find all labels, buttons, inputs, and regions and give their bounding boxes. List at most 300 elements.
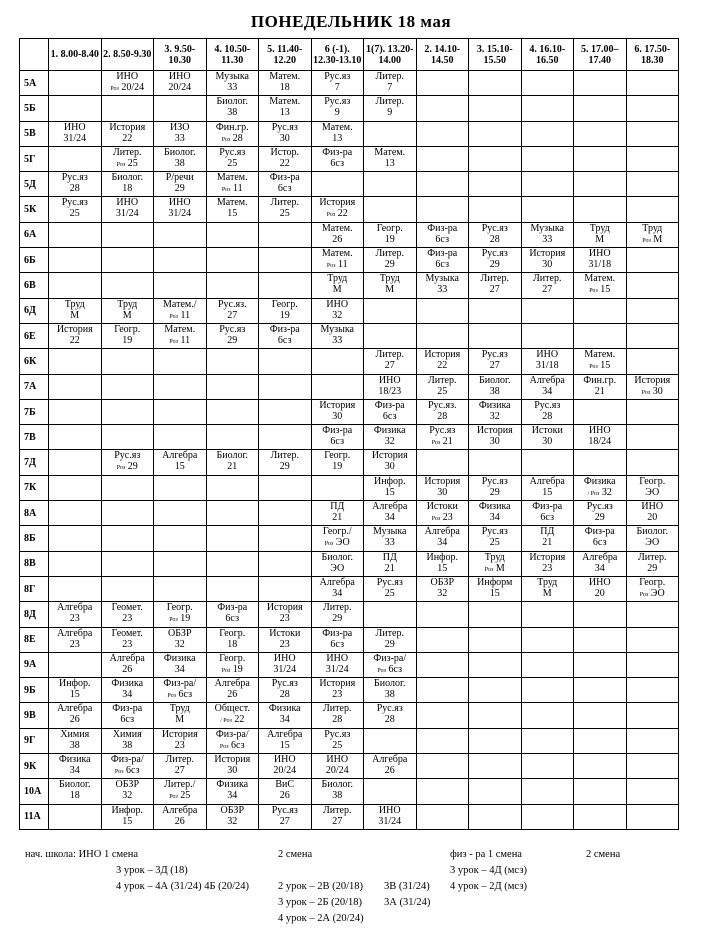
- lesson-cell: [154, 627, 207, 652]
- room: [364, 259, 416, 270]
- empty-cell: [521, 121, 574, 146]
- empty-cell: [259, 399, 312, 424]
- subject: Физ-ра: [217, 602, 248, 614]
- substitution-mark: Роз: [167, 693, 176, 700]
- lesson-cell: [521, 273, 574, 298]
- period-header: 4. 10.50-11.30: [206, 39, 259, 71]
- room: [259, 740, 311, 751]
- subject: Физ-ра: [427, 248, 458, 260]
- subject: Рус.яз: [324, 96, 351, 108]
- room-number: 19: [180, 613, 191, 625]
- substitution-mark: Роз: [169, 313, 178, 320]
- class-label: 10А: [20, 779, 49, 804]
- lesson-cell: [206, 323, 259, 348]
- lesson-cell: [311, 96, 364, 121]
- room-number: 19: [384, 233, 395, 245]
- lesson-cell: [364, 475, 417, 500]
- lesson-cell: [49, 323, 102, 348]
- empty-cell: [574, 602, 627, 627]
- lesson-cell: [206, 754, 259, 779]
- class-row: [20, 551, 679, 576]
- room: [102, 816, 154, 827]
- lesson-cell: [259, 804, 312, 829]
- room: [207, 639, 259, 650]
- lesson-cell: [101, 703, 154, 728]
- lesson-cell: [49, 779, 102, 804]
- empty-cell: [626, 602, 679, 627]
- subject: ОБЗР: [430, 576, 455, 588]
- lesson-cell: [626, 526, 679, 551]
- lesson-cell: [259, 652, 312, 677]
- class-label: 6К: [20, 349, 49, 374]
- subject: Истоки: [426, 501, 458, 513]
- lesson-cell: [259, 146, 312, 171]
- empty-cell: [154, 576, 207, 601]
- room: [364, 411, 416, 422]
- room-number: ЭО: [650, 587, 665, 599]
- subject: Алгебра: [424, 526, 460, 538]
- empty-cell: [416, 146, 469, 171]
- room: [259, 133, 311, 144]
- room-number: 32: [384, 436, 395, 448]
- room-number: 13: [332, 132, 343, 144]
- lesson-cell: [259, 71, 312, 96]
- room: [574, 588, 626, 599]
- substitution-mark: Роз: [221, 136, 231, 143]
- room-number: 28: [279, 689, 290, 701]
- lesson-cell: [101, 804, 154, 829]
- subject: Литер.: [165, 754, 194, 766]
- room-number: 26: [332, 233, 343, 245]
- subject: Геогр.: [114, 323, 141, 335]
- empty-cell: [626, 146, 679, 171]
- room-number: 29: [332, 613, 343, 625]
- subject: Труд: [169, 703, 190, 715]
- room-number: 34: [227, 790, 238, 802]
- empty-cell: [574, 172, 627, 197]
- empty-cell: [154, 222, 207, 247]
- subject: Рус.яз: [586, 501, 613, 513]
- empty-cell: [626, 248, 679, 273]
- room: [627, 512, 679, 523]
- subject: Биолог.: [636, 526, 668, 538]
- subject: Физика: [478, 501, 511, 513]
- empty-cell: [626, 678, 679, 703]
- footer-notes: [0, 845, 702, 930]
- room: [417, 259, 469, 270]
- room: [154, 82, 206, 93]
- room-number: 6сз: [330, 436, 345, 448]
- room: [207, 664, 259, 677]
- room-number: 38: [384, 689, 395, 701]
- lesson-cell: [101, 71, 154, 96]
- room-number: 21: [594, 385, 605, 397]
- empty-cell: [154, 475, 207, 500]
- subject: ОБЗР: [167, 627, 192, 639]
- class-row: [20, 222, 679, 247]
- empty-cell: [574, 71, 627, 96]
- class-label: 8Б: [20, 526, 49, 551]
- lesson-cell: [206, 602, 259, 627]
- room: [102, 183, 154, 194]
- subject: Рус.яз.: [427, 399, 457, 411]
- lesson-cell: [154, 172, 207, 197]
- class-label: 11А: [20, 804, 49, 829]
- room-number: 27: [489, 360, 500, 372]
- note-pe-second-shift: 2 смена: [586, 849, 621, 860]
- class-row: [20, 475, 679, 500]
- empty-cell: [49, 399, 102, 424]
- room-number: 33: [227, 82, 238, 93]
- room-number: 30: [542, 259, 553, 271]
- subject: Алгебра: [162, 450, 198, 462]
- empty-cell: [574, 450, 627, 475]
- substitution-mark: Роз: [221, 187, 231, 194]
- class-label: 6Д: [20, 298, 49, 323]
- room-number: М: [385, 284, 395, 296]
- room: [469, 563, 521, 576]
- room-number: 18/24: [588, 436, 612, 448]
- lesson-cell: [364, 551, 417, 576]
- room: [102, 335, 154, 346]
- room: [259, 208, 311, 219]
- empty-cell: [259, 551, 312, 576]
- period-header: 1. 8.00-8.40: [49, 39, 102, 71]
- room-number: 23: [279, 613, 290, 625]
- class-label: 9Г: [20, 728, 49, 753]
- room-number: 38: [489, 385, 500, 397]
- subject: Биолог.: [321, 551, 353, 563]
- lesson-cell: [49, 627, 102, 652]
- room-number: 27: [279, 815, 290, 827]
- empty-cell: [311, 349, 364, 374]
- lesson-cell: [206, 121, 259, 146]
- class-row: [20, 399, 679, 424]
- lesson-cell: [311, 425, 364, 450]
- empty-cell: [49, 374, 102, 399]
- class-row: [20, 703, 679, 728]
- room-number: 20/24: [325, 765, 349, 777]
- room-number: 23: [542, 562, 553, 574]
- room-number: 18/23: [378, 385, 402, 397]
- room: [49, 765, 101, 776]
- room-number: 18: [122, 183, 133, 195]
- room-number: 21: [384, 562, 395, 574]
- note-pe-first-shift: физ - ра 1 смена: [450, 849, 522, 860]
- class-label: 6В: [20, 273, 49, 298]
- room: [417, 411, 469, 422]
- room-number: 29: [127, 461, 138, 473]
- empty-cell: [206, 501, 259, 526]
- class-label: 9В: [20, 703, 49, 728]
- lesson-cell: [311, 248, 364, 273]
- substitution-mark: Роз: [642, 237, 651, 244]
- empty-cell: [101, 96, 154, 121]
- empty-cell: [574, 754, 627, 779]
- room: [417, 537, 469, 548]
- room-number: 6сз: [382, 410, 397, 422]
- subject: ПД: [330, 501, 345, 513]
- lesson-cell: [206, 298, 259, 323]
- subject: Физ-ра: [112, 703, 143, 715]
- empty-cell: [49, 273, 102, 298]
- room-number: 6сз: [277, 183, 292, 195]
- class-row: [20, 576, 679, 601]
- lesson-cell: [416, 248, 469, 273]
- room-number: 22: [279, 157, 290, 169]
- lesson-cell: [311, 121, 364, 146]
- lesson-cell: [521, 222, 574, 247]
- class-label: 9Б: [20, 678, 49, 703]
- lesson-cell: [311, 652, 364, 677]
- room-number: 9: [387, 107, 393, 119]
- lesson-cell: [311, 323, 364, 348]
- lesson-cell: [101, 146, 154, 171]
- note-line: 3 урок – 3Д (18): [116, 865, 188, 876]
- room-number: 21: [332, 512, 343, 524]
- empty-cell: [626, 804, 679, 829]
- subject: ИНО: [273, 754, 296, 766]
- room-number: 18: [279, 82, 290, 93]
- room-number: 27: [174, 765, 185, 777]
- lesson-cell: [626, 475, 679, 500]
- empty-cell: [469, 678, 522, 703]
- schedule-table: [19, 38, 679, 830]
- subject: Литер.: [270, 197, 299, 209]
- room-number: 27: [542, 284, 553, 296]
- lesson-cell: [469, 273, 522, 298]
- lesson-cell: [521, 425, 574, 450]
- subject: Труд: [642, 222, 663, 234]
- room-number: 15: [174, 461, 185, 473]
- empty-cell: [626, 71, 679, 96]
- room: [364, 436, 416, 447]
- lesson-cell: [259, 728, 312, 753]
- lesson-cell: [311, 602, 364, 627]
- empty-cell: [416, 172, 469, 197]
- empty-cell: [626, 450, 679, 475]
- empty-cell: [364, 323, 417, 348]
- room-number: 38: [332, 790, 343, 802]
- empty-cell: [101, 248, 154, 273]
- lesson-cell: [154, 450, 207, 475]
- class-row: [20, 678, 679, 703]
- lesson-cell: [101, 779, 154, 804]
- empty-cell: [626, 425, 679, 450]
- lesson-cell: [574, 222, 627, 247]
- room-number: 28: [542, 410, 553, 422]
- empty-cell: [521, 450, 574, 475]
- subject: ИНО: [326, 754, 349, 766]
- lesson-cell: [416, 501, 469, 526]
- lesson-cell: [259, 703, 312, 728]
- empty-cell: [154, 374, 207, 399]
- room: [312, 259, 364, 272]
- empty-cell: [521, 804, 574, 829]
- room-number: 6сз: [120, 714, 135, 726]
- lesson-cell: [416, 526, 469, 551]
- room: [522, 284, 574, 295]
- room-number: 23: [279, 638, 290, 650]
- lesson-cell: [259, 323, 312, 348]
- room-number: 29: [489, 259, 500, 271]
- empty-cell: [574, 298, 627, 323]
- lesson-cell: [364, 96, 417, 121]
- room: [49, 613, 101, 624]
- room: [49, 689, 101, 700]
- lesson-cell: [259, 779, 312, 804]
- lesson-cell: [626, 374, 679, 399]
- room-number: 11: [180, 309, 191, 321]
- subject: Физ-ра/: [110, 754, 144, 766]
- subject: Труд: [64, 298, 85, 310]
- room: [522, 487, 574, 498]
- room: [207, 765, 259, 776]
- subject: ИНО: [378, 374, 401, 386]
- subject: Музыка: [320, 323, 354, 335]
- room-number: М: [332, 284, 342, 296]
- lesson-cell: [364, 450, 417, 475]
- room: [627, 563, 679, 574]
- lesson-cell: [469, 425, 522, 450]
- empty-cell: [521, 728, 574, 753]
- empty-cell: [49, 248, 102, 273]
- room-number: 19: [122, 334, 133, 346]
- room-number: 15: [489, 587, 500, 599]
- room: [259, 461, 311, 472]
- class-label: 7Б: [20, 399, 49, 424]
- subject: Рус.яз: [271, 121, 298, 133]
- lesson-cell: [206, 627, 259, 652]
- room: [312, 107, 364, 118]
- room: [259, 158, 311, 169]
- class-row: [20, 652, 679, 677]
- empty-cell: [626, 652, 679, 677]
- lesson-cell: [469, 475, 522, 500]
- room: [207, 689, 259, 700]
- room-number: 15: [122, 815, 133, 827]
- room-number: 34: [279, 714, 290, 726]
- subject: Рус.яз: [481, 349, 508, 361]
- lesson-cell: [49, 121, 102, 146]
- empty-cell: [416, 754, 469, 779]
- subject: Алгебра: [372, 501, 408, 513]
- empty-cell: [626, 197, 679, 222]
- subject: Рус.яз: [271, 678, 298, 690]
- substitution-mark: Роз: [326, 212, 336, 219]
- subject: История: [56, 323, 93, 335]
- room: [154, 765, 206, 776]
- room-number: 6сз: [277, 334, 292, 346]
- subject: Рус.яз: [481, 475, 508, 487]
- room: [364, 563, 416, 574]
- room: [312, 588, 364, 599]
- room-number: 31/24: [325, 663, 349, 675]
- room-number: 31/24: [273, 663, 297, 675]
- subject: Р/речи: [165, 172, 194, 184]
- lesson-cell: [206, 450, 259, 475]
- room-number: 33: [437, 284, 448, 296]
- subject: Физ-ра: [269, 172, 300, 184]
- empty-cell: [49, 96, 102, 121]
- subject: Биолог.: [479, 374, 511, 386]
- room: [207, 740, 259, 753]
- empty-cell: [416, 627, 469, 652]
- class-label: 6Е: [20, 323, 49, 348]
- lesson-cell: [364, 248, 417, 273]
- room: [102, 461, 154, 474]
- room-number: 22: [122, 132, 133, 144]
- room-number: 29: [384, 638, 395, 650]
- room-number: М: [653, 233, 663, 245]
- room: [312, 537, 364, 550]
- empty-cell: [311, 172, 364, 197]
- room-number: 15: [600, 360, 611, 372]
- room: [469, 411, 521, 422]
- room-number: 31/18: [588, 259, 612, 271]
- room: [522, 563, 574, 574]
- room: [312, 563, 364, 574]
- room: [207, 310, 259, 321]
- lesson-cell: [364, 146, 417, 171]
- subject: Литер.: [323, 703, 352, 715]
- subject: История: [161, 728, 198, 740]
- room-number: 34: [489, 512, 500, 524]
- room: [574, 234, 626, 245]
- subject: Матем.: [584, 273, 616, 285]
- room-number: 30: [542, 436, 553, 448]
- subject: ИНО: [326, 652, 349, 664]
- empty-cell: [416, 804, 469, 829]
- room-number: 11: [180, 334, 191, 346]
- lesson-cell: [416, 374, 469, 399]
- room: [522, 259, 574, 270]
- subject: Музыка: [373, 526, 407, 538]
- lesson-cell: [49, 298, 102, 323]
- empty-cell: [259, 576, 312, 601]
- room: [364, 487, 416, 498]
- lesson-cell: [259, 96, 312, 121]
- lesson-cell: [311, 71, 364, 96]
- subject: ИНО: [116, 71, 139, 82]
- room: [207, 208, 259, 219]
- subject: ИНО: [588, 248, 611, 260]
- room: [417, 284, 469, 295]
- room: [207, 183, 259, 196]
- subject: ВиС: [275, 779, 295, 791]
- subject: Рус.яз: [481, 248, 508, 260]
- room-number: 29: [227, 334, 238, 346]
- period-header: 4. 16.10-16.50: [521, 39, 574, 71]
- empty-cell: [469, 323, 522, 348]
- empty-cell: [521, 323, 574, 348]
- subject: Матем.: [321, 248, 353, 260]
- room-number: 20: [647, 512, 658, 524]
- lesson-cell: [259, 121, 312, 146]
- room-number: 18: [227, 638, 238, 650]
- empty-cell: [154, 425, 207, 450]
- room-number: 9: [334, 107, 340, 119]
- empty-cell: [364, 121, 417, 146]
- room: [207, 613, 259, 624]
- room: [522, 386, 574, 397]
- empty-cell: [469, 172, 522, 197]
- subject: ИНО: [588, 576, 611, 588]
- subject: Рус.яз: [324, 728, 351, 740]
- room-number: 18: [69, 790, 80, 802]
- subject: Литер.: [375, 71, 404, 82]
- substitution-mark: Роз: [116, 465, 126, 472]
